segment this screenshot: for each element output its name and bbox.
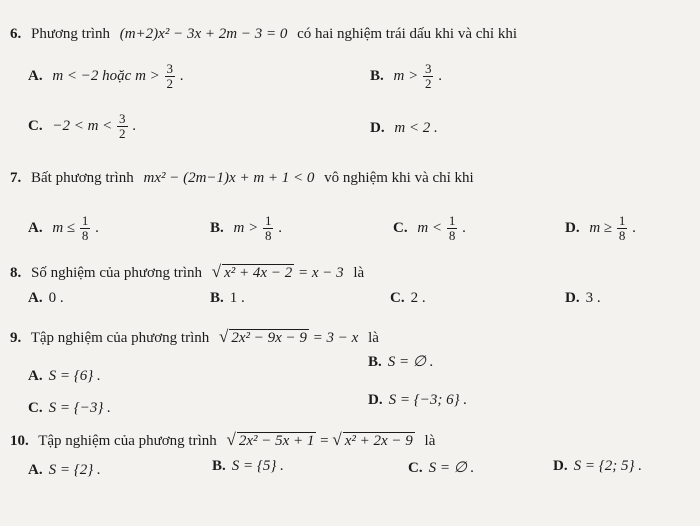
- option-label: D.: [370, 120, 385, 136]
- option-d[interactable]: [553, 458, 642, 475]
- question-stem: Bất phương trình: [31, 170, 134, 186]
- option-text: m >: [393, 67, 419, 84]
- equation: (m+2)x² − 3x + 2m − 3 = 0: [119, 26, 288, 42]
- option-d[interactable]: [368, 392, 467, 409]
- option-c[interactable]: [28, 112, 136, 141]
- option-label: A.: [28, 67, 43, 84]
- option-b[interactable]: [370, 62, 442, 91]
- option-d[interactable]: [565, 290, 601, 307]
- option-tail: .: [462, 219, 466, 236]
- option-b[interactable]: [212, 458, 284, 475]
- option-label: D.: [368, 392, 383, 408]
- option-label: D.: [553, 458, 568, 474]
- option-text: S = ∅ .: [428, 460, 475, 476]
- question-stem-end: là: [353, 265, 365, 281]
- radicand: x² + 4x − 2: [224, 265, 293, 281]
- option-text: S = ∅ .: [387, 354, 434, 370]
- option-c[interactable]: [408, 458, 474, 477]
- radicand-left: 2x² − 5x + 1: [238, 433, 315, 449]
- option-label: B.: [370, 67, 384, 84]
- fraction: $\frac{1}{8}$: [81, 213, 89, 243]
- option-label: C.: [28, 400, 43, 416]
- option-b[interactable]: [210, 214, 282, 243]
- radicand: 2x² − 9x − 9: [231, 330, 307, 346]
- fraction: $\frac{1}{8}$: [264, 213, 272, 243]
- option-a[interactable]: [28, 462, 101, 479]
- option-label: C.: [28, 117, 43, 134]
- option-label: A.: [28, 368, 43, 384]
- option-label: B.: [368, 354, 382, 370]
- option-a[interactable]: [28, 214, 99, 243]
- equation-rhs: = 3 − x: [312, 330, 359, 346]
- option-text: m < −2 hoặc m >: [52, 67, 160, 84]
- question-number: 6.: [10, 26, 22, 42]
- option-c[interactable]: [393, 214, 466, 243]
- sqrt-symbol: √: [226, 430, 236, 449]
- question-9: [10, 327, 379, 347]
- question-10: [10, 430, 435, 450]
- option-b[interactable]: [210, 290, 245, 307]
- option-a[interactable]: [28, 368, 101, 385]
- option-text: 0 .: [48, 290, 64, 306]
- option-label: B.: [210, 219, 224, 236]
- option-tail: .: [95, 219, 99, 236]
- equation-rhs: = x − 3: [297, 265, 344, 281]
- fraction: $\frac{3}{2}$: [424, 61, 432, 91]
- option-label: A.: [28, 219, 43, 236]
- option-text: m ≤: [52, 219, 76, 236]
- option-tail: .: [278, 219, 282, 236]
- question-stem: Tập nghiệm của phương trình: [30, 330, 210, 346]
- sqrt-symbol: √: [332, 430, 342, 449]
- question-stem: Tập nghiệm của phương trình: [38, 433, 217, 449]
- question-stem-end: là: [424, 433, 436, 449]
- option-d[interactable]: [370, 120, 438, 137]
- option-text: S = {2} .: [48, 462, 101, 478]
- option-label: A.: [28, 462, 43, 478]
- option-a[interactable]: [28, 62, 184, 91]
- question-number: 10.: [10, 433, 29, 449]
- option-text: m >: [233, 219, 259, 236]
- option-tail: .: [632, 219, 636, 236]
- option-text: m <: [417, 219, 443, 236]
- equals-sign: =: [320, 433, 329, 449]
- option-c[interactable]: [28, 400, 111, 417]
- question-stem-end: vô nghiệm khi và chỉ khi: [324, 170, 474, 186]
- option-text: S = {2; 5} .: [573, 458, 642, 474]
- fraction: $\frac{3}{2}$: [119, 111, 126, 141]
- sqrt-symbol: √: [219, 327, 229, 346]
- option-text: 2 .: [410, 290, 426, 306]
- question-stem: Số nghiệm của phương trình: [31, 265, 203, 281]
- option-d[interactable]: [565, 214, 636, 243]
- question-number: 9.: [10, 330, 22, 346]
- option-a[interactable]: [28, 290, 64, 307]
- option-label: B.: [210, 290, 224, 306]
- option-text: S = {6} .: [48, 368, 101, 384]
- option-tail: .: [179, 67, 184, 84]
- question-7: [10, 170, 474, 187]
- fraction: $\frac{1}{8}$: [448, 213, 456, 243]
- option-tail: .: [132, 117, 137, 134]
- option-text: 3 .: [585, 290, 601, 306]
- question-stem: Phương trình: [31, 26, 110, 42]
- option-label: A.: [28, 290, 43, 306]
- option-text: m < 2 .: [394, 120, 438, 136]
- option-b[interactable]: [368, 352, 433, 371]
- sqrt-symbol: √: [211, 262, 222, 281]
- question-8: [10, 262, 364, 282]
- option-label: C.: [393, 219, 408, 236]
- option-c[interactable]: [390, 290, 426, 307]
- option-text: S = {−3; 6} .: [388, 392, 468, 408]
- question-number: 7.: [10, 170, 22, 186]
- fraction: $\frac{1}{8}$: [618, 213, 626, 243]
- fraction: $\frac{3}{2}$: [166, 61, 174, 91]
- option-label: B.: [212, 458, 226, 474]
- option-label: D.: [565, 290, 580, 306]
- question-6: [10, 26, 517, 43]
- option-text: m ≥: [589, 219, 613, 236]
- option-label: D.: [565, 219, 580, 236]
- option-text: S = {−3} .: [48, 400, 111, 416]
- question-number: 8.: [10, 265, 22, 281]
- equation: mx² − (2m−1)x + m + 1 < 0: [143, 170, 315, 186]
- option-tail: .: [438, 67, 442, 84]
- option-label: C.: [390, 290, 405, 306]
- option-text: 1 .: [229, 290, 245, 306]
- question-stem-end: là: [368, 330, 379, 346]
- option-text: −2 < m <: [52, 117, 113, 134]
- radicand-right: x² + 2x − 9: [344, 433, 413, 449]
- option-label: C.: [408, 460, 423, 476]
- option-text: S = {5} .: [231, 458, 284, 474]
- question-stem-end: có hai nghiệm trái dấu khi và chỉ khi: [297, 26, 518, 42]
